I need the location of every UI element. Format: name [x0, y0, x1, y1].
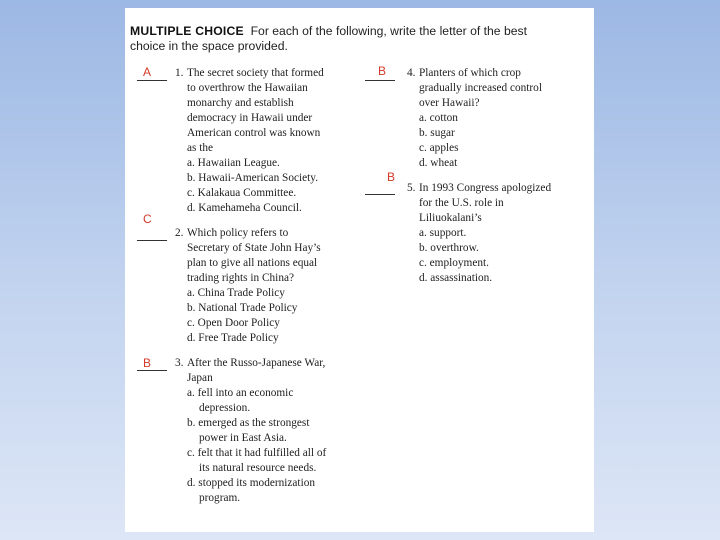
stem-line: Liliuokalani’s [419, 212, 482, 224]
option-c: c. apples [419, 142, 459, 154]
question-number: 3. [175, 357, 184, 369]
option-b: b. National Trade Policy [187, 302, 298, 314]
stem-line: as the [187, 142, 214, 154]
option-b: b. sugar [419, 127, 455, 139]
question-3 [175, 356, 365, 506]
stem-line: Secretary of State John Hay’s [187, 242, 321, 254]
option-d: d. Free Trade Policy [187, 332, 279, 344]
question-stem [419, 66, 587, 111]
option-c [187, 446, 365, 476]
question-number: 4. [407, 67, 416, 79]
option-line: power in East Asia. [199, 432, 287, 444]
stem-line: gradually increased control [419, 82, 542, 94]
option-b: b. Hawaii-American Society. [187, 172, 319, 184]
stem-line: Planters of which crop [419, 67, 521, 79]
handwritten-answer-q1: A [143, 65, 152, 79]
question-5 [407, 181, 587, 286]
option-c: c. Kalakaua Committee. [187, 187, 297, 199]
option-a [187, 386, 365, 416]
stem-line: After the Russo-Japanese War, [187, 357, 326, 369]
answer-blank-q4[interactable] [365, 80, 395, 81]
option-line: c. felt that it had fulfilled all of [187, 447, 327, 459]
stem-line: for the U.S. role in [419, 197, 504, 209]
stem-line: trading rights in China? [187, 272, 294, 284]
question-1 [175, 66, 355, 216]
question-2 [175, 226, 355, 346]
option-c: c. Open Door Policy [187, 317, 280, 329]
question-stem [187, 66, 355, 156]
answer-blank-q1[interactable] [137, 80, 167, 81]
question-stem [419, 181, 587, 226]
answer-blank-q2[interactable] [137, 240, 167, 241]
instructions-text-line2: choice in the space provided. [130, 39, 288, 53]
option-c: c. employment. [419, 257, 489, 269]
stem-line: Which policy refers to [187, 227, 289, 239]
option-line: its natural resource needs. [199, 462, 317, 474]
question-stem [187, 356, 365, 386]
option-b [187, 416, 365, 446]
stem-line: In 1993 Congress apologized [419, 182, 552, 194]
option-line: d. stopped its modernization [187, 477, 316, 489]
question-4 [407, 66, 587, 171]
stem-line: The secret society that formed [187, 67, 324, 79]
handwritten-answer-q3: B [143, 356, 152, 370]
handwritten-answer-q4: B [378, 64, 387, 78]
answer-blank-q5[interactable] [365, 194, 395, 195]
answer-blank-q3[interactable] [137, 370, 167, 371]
stem-line: over Hawaii? [419, 97, 480, 109]
option-a: a. Hawaiian League. [187, 157, 280, 169]
section-title: MULTIPLE CHOICE [130, 24, 244, 38]
option-d: d. assassination. [419, 272, 493, 284]
option-d: d. Kamehameha Council. [187, 202, 302, 214]
option-d [187, 476, 365, 506]
option-line: b. emerged as the strongest [187, 417, 310, 429]
instructions-header [130, 24, 550, 54]
option-a: a. cotton [419, 112, 458, 124]
option-a: a. China Trade Policy [187, 287, 285, 299]
option-line: program. [199, 492, 241, 504]
stem-line: democracy in Hawaii under [187, 112, 313, 124]
option-b: b. overthrow. [419, 242, 479, 254]
option-a: a. support. [419, 227, 467, 239]
stem-line: plan to give all nations equal [187, 257, 318, 269]
stem-line: Japan [187, 372, 213, 384]
stem-line: monarchy and establish [187, 97, 294, 109]
instructions-text: For each of the following, write the letter of the best [250, 24, 527, 38]
option-line: a. fell into an economic [187, 387, 294, 399]
handwritten-answer-q5: B [387, 170, 396, 184]
question-number: 2. [175, 227, 184, 239]
option-d: d. wheat [419, 157, 458, 169]
question-stem [187, 226, 355, 286]
question-number: 1. [175, 67, 184, 79]
stem-line: American control was known [187, 127, 321, 139]
stem-line: to overthrow the Hawaiian [187, 82, 308, 94]
option-line: depression. [199, 402, 251, 414]
worksheet-page [125, 8, 594, 532]
handwritten-answer-q2: C [143, 212, 152, 226]
question-number: 5. [407, 182, 416, 194]
